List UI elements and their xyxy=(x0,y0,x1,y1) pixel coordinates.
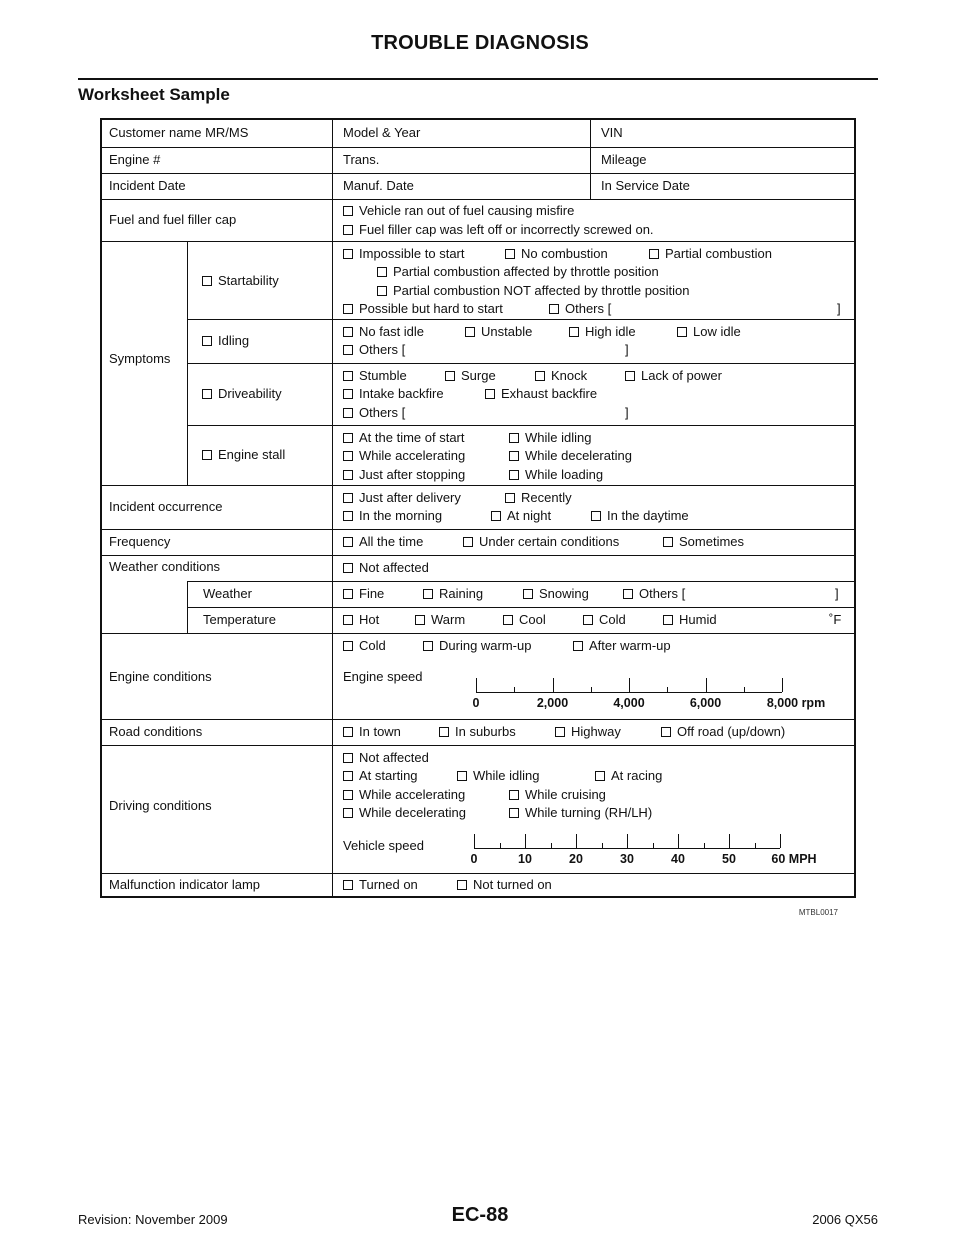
checkbox-icon[interactable] xyxy=(583,615,593,625)
checkbox-option[interactable]: While idling xyxy=(509,429,591,448)
checkbox-icon[interactable] xyxy=(591,511,601,521)
checkbox-icon[interactable] xyxy=(661,727,671,737)
checkbox-option[interactable]: Just after delivery xyxy=(343,489,461,508)
checkbox-icon[interactable] xyxy=(343,589,353,599)
scale-minor-tick xyxy=(551,843,552,848)
checkbox-option[interactable]: Surge xyxy=(445,367,496,386)
column-divider xyxy=(332,120,333,896)
column-divider xyxy=(187,241,188,485)
checkbox-icon[interactable] xyxy=(505,493,515,503)
engine-conditions-label: Engine conditions xyxy=(109,669,212,684)
driveability-options xyxy=(343,367,848,425)
checkbox-icon[interactable] xyxy=(202,276,212,286)
column-divider xyxy=(187,581,188,633)
checkbox-icon[interactable] xyxy=(377,286,387,296)
footer-revision: Revision: November 2009 xyxy=(78,1212,228,1227)
checkbox-option[interactable]: Stumble xyxy=(343,367,407,386)
vehicle-speed-label: Vehicle speed xyxy=(343,838,424,853)
checkbox-icon[interactable] xyxy=(343,327,353,337)
engine-number-label: Engine # xyxy=(109,152,161,167)
scale-tick-label: 4,000 xyxy=(613,696,645,710)
scale-tick-label: 6,000 xyxy=(689,696,722,710)
checkbox-icon[interactable] xyxy=(343,615,353,625)
checkbox-option[interactable]: Fine xyxy=(343,585,384,604)
startability-checkbox[interactable]: Startability xyxy=(202,272,279,291)
vehicle-speed-scale xyxy=(470,834,817,870)
checkbox-option[interactable]: While decelerating xyxy=(343,804,466,823)
checkbox-icon[interactable] xyxy=(457,771,467,781)
checkbox-option[interactable]: While loading xyxy=(509,466,603,485)
checkbox-icon[interactable] xyxy=(549,304,559,314)
checkbox-option[interactable]: Intake backfire xyxy=(343,385,444,404)
checkbox-option[interactable]: Others [ xyxy=(343,341,405,360)
scale-tick-label: 30 xyxy=(620,852,634,866)
checkbox-option[interactable]: Unstable xyxy=(465,323,532,342)
checkbox-icon[interactable] xyxy=(343,753,353,763)
checkbox-option[interactable]: Recently xyxy=(505,489,572,508)
checkbox-icon[interactable] xyxy=(343,371,353,381)
checkbox-option[interactable]: While turning (RH/LH) xyxy=(509,804,652,823)
checkbox-option[interactable]: Vehicle ran out of fuel causing misfire xyxy=(343,202,654,221)
checkbox-icon[interactable] xyxy=(343,493,353,503)
figure-id: MTBL0017 xyxy=(798,908,838,917)
row-divider xyxy=(102,173,854,174)
scale-major-tick xyxy=(576,834,577,848)
scale-axis xyxy=(476,692,782,693)
checkbox-icon[interactable] xyxy=(465,327,475,337)
checkbox-icon[interactable] xyxy=(202,336,212,346)
checkbox-option[interactable]: While cruising xyxy=(509,786,606,805)
checkbox-option[interactable]: Under certain conditions xyxy=(463,533,619,552)
scale-major-tick xyxy=(525,834,526,848)
checkbox-option[interactable]: While accelerating xyxy=(343,786,465,805)
checkbox-option[interactable]: Low idle xyxy=(677,323,741,342)
checkbox-icon[interactable] xyxy=(202,450,212,460)
checkbox-icon[interactable] xyxy=(663,615,673,625)
scale-major-tick xyxy=(476,678,477,692)
checkbox-option[interactable]: No combustion xyxy=(505,245,608,264)
checkbox-option[interactable]: Sometimes xyxy=(663,533,744,552)
checkbox-icon[interactable] xyxy=(415,615,425,625)
checkbox-option[interactable]: Exhaust backfire xyxy=(485,385,597,404)
checkbox-option[interactable]: Not affected xyxy=(343,749,429,768)
section-title: Worksheet Sample xyxy=(78,85,230,104)
checkbox-icon[interactable] xyxy=(509,433,519,443)
checkbox-option[interactable]: Humid xyxy=(663,611,717,630)
vin-label: VIN xyxy=(601,125,623,140)
row-divider xyxy=(187,607,854,608)
temperature-label: Temperature xyxy=(203,612,276,627)
checkbox-option[interactable]: Not affected xyxy=(343,559,429,578)
row-divider xyxy=(102,485,854,486)
engine-conditions-options xyxy=(343,637,848,657)
idling-checkbox[interactable]: Idling xyxy=(202,332,249,351)
engine-stall-checkbox[interactable]: Engine stall xyxy=(202,446,285,465)
checkbox-option[interactable]: Knock xyxy=(535,367,587,386)
checkbox-icon[interactable] xyxy=(509,808,519,818)
row-divider xyxy=(102,719,854,720)
checkbox-option[interactable]: In the daytime xyxy=(591,507,689,526)
row-divider xyxy=(102,873,854,874)
trans-label: Trans. xyxy=(343,152,380,167)
checkbox-icon[interactable] xyxy=(573,641,583,651)
startability-options xyxy=(343,245,848,319)
checkbox-option[interactable]: Not turned on xyxy=(457,876,552,895)
scale-tick-label: 0 xyxy=(472,696,480,710)
checkbox-icon[interactable] xyxy=(503,615,513,625)
checkbox-icon[interactable] xyxy=(423,589,433,599)
worksheet-table xyxy=(100,118,856,898)
checkbox-icon[interactable] xyxy=(509,470,519,480)
checkbox-option[interactable]: All the time xyxy=(343,533,423,552)
checkbox-icon[interactable] xyxy=(343,537,353,547)
checkbox-icon[interactable] xyxy=(343,880,353,890)
checkbox-option[interactable]: Turned on xyxy=(343,876,418,895)
checkbox-icon[interactable] xyxy=(343,771,353,781)
checkbox-icon[interactable] xyxy=(445,371,455,381)
row-divider xyxy=(102,745,854,746)
checkbox-icon[interactable] xyxy=(343,389,353,399)
checkbox-option[interactable]: Others [ xyxy=(549,300,611,319)
footer-page-number: EC-88 xyxy=(451,1204,509,1226)
header-rule xyxy=(78,78,878,80)
checkbox-icon[interactable] xyxy=(523,589,533,599)
checkbox-option[interactable]: After warm-up xyxy=(573,637,671,656)
scale-tick-label: 50 xyxy=(722,852,736,866)
symptoms-label: Symptoms xyxy=(109,351,171,366)
checkbox-icon[interactable] xyxy=(535,371,545,381)
scale-tick-label: 8,000 rpm xyxy=(766,696,826,710)
fuel-options xyxy=(343,202,654,239)
checkbox-option[interactable]: No fast idle xyxy=(343,323,424,342)
checkbox-icon[interactable] xyxy=(595,771,605,781)
mil-label: Malfunction indicator lamp xyxy=(109,877,261,892)
incident-date-label: Incident Date xyxy=(109,178,186,193)
checkbox-icon[interactable] xyxy=(343,206,353,216)
checkbox-option[interactable]: Others [ xyxy=(623,585,685,604)
checkbox-icon[interactable] xyxy=(343,345,353,355)
weather-conditions-label: Weather conditions xyxy=(109,559,221,574)
scale-tick-label: 10 xyxy=(518,852,532,866)
close-bracket: ] xyxy=(835,586,839,601)
scale-tick-label: 0 xyxy=(470,852,478,866)
in-service-date-label: In Service Date xyxy=(601,178,690,193)
checkbox-icon[interactable] xyxy=(343,451,353,461)
checkbox-option[interactable]: Lack of power xyxy=(625,367,722,386)
checkbox-option[interactable]: At racing xyxy=(595,767,662,786)
column-divider xyxy=(590,120,591,199)
checkbox-option[interactable]: Possible but hard to start xyxy=(343,300,503,319)
scale-minor-tick xyxy=(500,843,501,848)
temperature-unit: ˚F xyxy=(829,612,842,627)
checkbox-option[interactable]: In suburbs xyxy=(439,723,516,742)
checkbox-option[interactable]: Highway xyxy=(555,723,621,742)
mileage-label: Mileage xyxy=(601,152,647,167)
scale-tick-label: 2,000 xyxy=(536,696,569,710)
scale-minor-tick xyxy=(602,843,603,848)
checkbox-option[interactable]: High idle xyxy=(569,323,636,342)
checkbox-option[interactable]: At starting xyxy=(343,767,418,786)
checkbox-icon[interactable] xyxy=(623,589,633,599)
checkbox-option[interactable]: During warm-up xyxy=(423,637,531,656)
checkbox-icon[interactable] xyxy=(343,790,353,800)
checkbox-icon[interactable] xyxy=(485,389,495,399)
temperature-options xyxy=(343,611,848,631)
scale-tick-label: 20 xyxy=(569,852,583,866)
scale-major-tick xyxy=(629,678,630,692)
road-conditions-label: Road conditions xyxy=(109,724,203,739)
checkbox-option[interactable]: In the morning xyxy=(343,507,442,526)
scale-major-tick xyxy=(780,834,781,848)
weather-options xyxy=(343,585,848,605)
checkbox-icon[interactable] xyxy=(343,563,353,573)
checkbox-option[interactable]: Hot xyxy=(343,611,379,630)
checkbox-option[interactable]: Off road (up/down) xyxy=(661,723,785,742)
checkbox-option[interactable]: Raining xyxy=(423,585,483,604)
checkbox-option[interactable]: While idling xyxy=(457,767,539,786)
driving-conditions-options xyxy=(343,749,848,825)
checkbox-icon[interactable] xyxy=(505,249,515,259)
checkbox-icon[interactable] xyxy=(463,537,473,547)
checkbox-icon[interactable] xyxy=(555,727,565,737)
incident-occurrence-label: Incident occurrence xyxy=(109,499,223,514)
checkbox-option[interactable]: Others [ xyxy=(343,404,405,423)
idling-options xyxy=(343,323,848,363)
checkbox-icon[interactable] xyxy=(677,327,687,337)
scale-major-tick xyxy=(553,678,554,692)
scale-major-tick xyxy=(782,678,783,692)
checkbox-option[interactable]: Partial combustion affected by throttle position xyxy=(377,263,659,282)
scale-major-tick xyxy=(474,834,475,848)
checkbox-option[interactable]: Warm xyxy=(415,611,465,630)
checkbox-icon[interactable] xyxy=(343,433,353,443)
scale-minor-tick xyxy=(704,843,705,848)
checkbox-icon[interactable] xyxy=(509,790,519,800)
row-divider xyxy=(102,529,854,530)
checkbox-icon[interactable] xyxy=(343,641,353,651)
scale-major-tick xyxy=(678,834,679,848)
row-divider xyxy=(187,363,854,364)
close-bracket: ] xyxy=(625,405,629,420)
scale-major-tick xyxy=(706,678,707,692)
mil-options xyxy=(343,876,848,896)
scale-tick-label: 40 xyxy=(671,852,685,866)
row-divider xyxy=(102,555,854,556)
checkbox-option[interactable]: At the time of start xyxy=(343,429,465,448)
checkbox-icon[interactable] xyxy=(509,451,519,461)
checkbox-option[interactable]: While decelerating xyxy=(509,447,632,466)
checkbox-icon[interactable] xyxy=(343,304,353,314)
checkbox-icon[interactable] xyxy=(343,408,353,418)
footer-model: 2006 QX56 xyxy=(812,1212,878,1227)
scale-tick-label: 60 MPH xyxy=(771,852,817,866)
checkbox-option[interactable]: Impossible to start xyxy=(343,245,465,264)
checkbox-option[interactable]: Snowing xyxy=(523,585,589,604)
scale-minor-tick xyxy=(744,687,745,692)
engine-speed-scale xyxy=(472,678,826,714)
checkbox-icon[interactable] xyxy=(439,727,449,737)
row-divider xyxy=(187,581,854,582)
checkbox-icon[interactable] xyxy=(343,511,353,521)
checkbox-option[interactable]: While accelerating xyxy=(343,447,465,466)
scale-minor-tick xyxy=(755,843,756,848)
manuf-date-label: Manuf. Date xyxy=(343,178,414,193)
road-conditions-options xyxy=(343,723,848,743)
scale-axis xyxy=(474,848,780,849)
checkbox-option[interactable]: Cold xyxy=(343,637,386,656)
checkbox-icon[interactable] xyxy=(343,225,353,235)
checkbox-icon[interactable] xyxy=(377,267,387,277)
scale-major-tick xyxy=(627,834,628,848)
checkbox-option[interactable]: Partial combustion NOT affected by throttle position xyxy=(377,282,690,301)
checkbox-option[interactable]: Fuel filler cap was left off or incorrectly screwed on. xyxy=(343,221,654,240)
scale-minor-tick xyxy=(591,687,592,692)
fuel-label: Fuel and fuel filler cap xyxy=(109,212,237,227)
checkbox-icon[interactable] xyxy=(343,727,353,737)
row-divider xyxy=(187,319,854,320)
scale-minor-tick xyxy=(514,687,515,692)
checkbox-icon[interactable] xyxy=(625,371,635,381)
row-divider xyxy=(187,425,854,426)
row-divider xyxy=(102,241,854,242)
checkbox-option[interactable]: At night xyxy=(491,507,551,526)
engine-speed-label: Engine speed xyxy=(343,669,423,684)
checkbox-icon[interactable] xyxy=(343,470,353,480)
checkbox-icon[interactable] xyxy=(649,249,659,259)
checkbox-icon[interactable] xyxy=(202,389,212,399)
scale-major-tick xyxy=(729,834,730,848)
row-divider xyxy=(102,633,854,634)
driving-conditions-label: Driving conditions xyxy=(109,798,212,813)
scale-minor-tick xyxy=(653,843,654,848)
row-divider xyxy=(102,147,854,148)
checkbox-option[interactable]: Cool xyxy=(503,611,546,630)
checkbox-icon[interactable] xyxy=(491,511,501,521)
checkbox-icon[interactable] xyxy=(569,327,579,337)
weather-label: Weather xyxy=(203,586,252,601)
engine-stall-options xyxy=(343,429,848,485)
page-header-title: TROUBLE DIAGNOSIS xyxy=(371,32,589,54)
close-bracket: ] xyxy=(837,301,841,316)
driveability-checkbox[interactable]: Driveability xyxy=(202,385,282,404)
checkbox-icon[interactable] xyxy=(423,641,433,651)
model-year-label: Model & Year xyxy=(343,125,421,140)
scale-minor-tick xyxy=(667,687,668,692)
checkbox-icon[interactable] xyxy=(457,880,467,890)
frequency-options xyxy=(343,533,848,553)
checkbox-icon[interactable] xyxy=(343,808,353,818)
incident-occurrence-options xyxy=(343,489,848,529)
checkbox-option[interactable]: Cold xyxy=(583,611,626,630)
row-divider xyxy=(102,199,854,200)
customer-name-label: Customer name MR/MS xyxy=(109,125,249,140)
checkbox-icon[interactable] xyxy=(343,249,353,259)
checkbox-option[interactable]: In town xyxy=(343,723,401,742)
checkbox-option[interactable]: Just after stopping xyxy=(343,466,465,485)
checkbox-icon[interactable] xyxy=(663,537,673,547)
frequency-label: Frequency xyxy=(109,534,171,549)
checkbox-option[interactable]: Partial combustion xyxy=(649,245,772,264)
close-bracket: ] xyxy=(625,342,629,357)
